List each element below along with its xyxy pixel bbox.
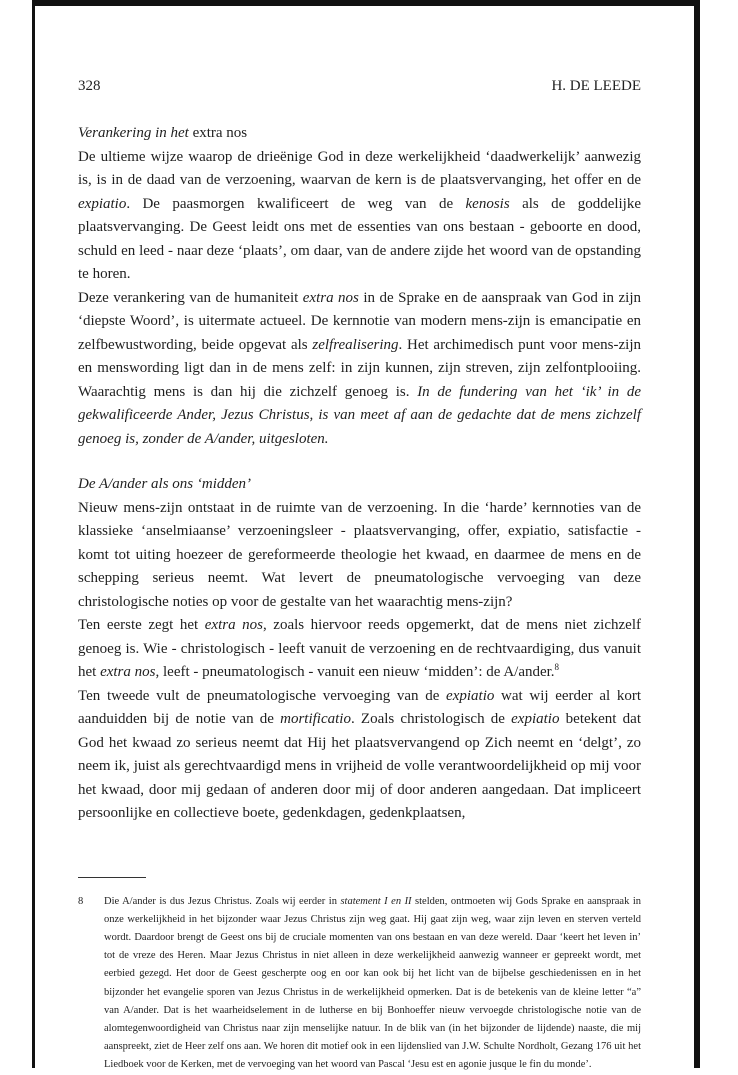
body-text xyxy=(78,122,641,826)
italic-run: In de fundering van het ‘ik’ in de gekwalificeerde Ander, Jezus Christus, is van meet af aan de gedachte dat de mens zichzelf genoeg is, zonder de A/ander, uitgesloten. xyxy=(78,383,641,447)
scan-border-right xyxy=(694,0,700,1068)
italic-run: mortificatio xyxy=(280,711,351,727)
italic-run: statement I en II xyxy=(340,895,412,907)
paragraph: Deze verankering van de humaniteit extra nos in de Sprake en de aanspraak van God in zijn ‘diepste Woord’, is uitermate actueel. De kernnotie van modern mens-zijn is emancipatie en zelfbewustwording, beide opgevat als zelfrealisering. Het archimedisch punt voor mens-zijn en menswording ligt dan in de mens zelf: in zijn kunnen, zijn streven, zijn zelfontplooiing. Waarachtig mens is dan hij die zichzelf genoeg is. In de fundering van het ‘ik’ in de gekwalificeerde Ander, Jezus Christus, is van meet af aan de gedachte dat de mens zichzelf genoeg is, zonder de A/ander, uitgesloten. xyxy=(78,289,641,447)
section-gap xyxy=(78,451,641,473)
footnote-text: Die A/ander is dus Jezus Christus. Zoals wij eerder in statement I en II stelden, ontmoeten wij Gods Sprake en aanspraak in onze werkelijkheid in het bijzonder waar Jezus Christus zijn weg gaat. Hij gaat zijn weg, waar zijn leven en sterven verteld wordt. Daardoor brengt de Geest ons bij de cruciale momenten van ons bestaan en van deze wereld. Daar ‘keert het leven in’ tot de vreze des Heren. Maar Jezus Christus in niet alleen in deze werkelijkheid aanwezig wanneer er gepreekt wordt, met eerbied gezegd. Het door de Geest gescherpte oog en oor kan ook bij het licht van de bijbelse geschiedenissen en in het bijzonder het evangelie sporen van Jezus Christus in de werkelijkheid opmerken. Dat is de betekenis van de kleine letter “a” van A/ander. Dat is het waarheidselement in de lutherse en bij Bonhoeffer nieuw vervoegde christologische notie van de alomtegenwoordigheid van Christus naar zijn menselijke natuur. In de blik van (in het bijzonder de lijdende) naaste, die mij aanspreekt, ziet de Heer zelf ons aan. We horen dit motief ook in een lijdenslied van J.W. Schulte Nordholt, Gezang 176 uit het Liedboek voor de Kerken, met de vervoeging van het woord van Pascal ‘Jesu est en agonie jusque le fin du monde’. xyxy=(104,895,641,1071)
italic-run: expiatio xyxy=(78,195,127,212)
italic-run: expiatio xyxy=(511,711,560,727)
scan-border-left xyxy=(32,0,35,1068)
book-page xyxy=(78,72,641,1075)
footnote-number: 8 xyxy=(78,895,84,907)
heading-italic-part: Verankering in het xyxy=(78,125,189,141)
italic-run: expiatio xyxy=(446,687,495,704)
italic-run: kenosis xyxy=(465,195,510,212)
paragraph: Nieuw mens-zijn ontstaat in de ruimte van de verzoening. In die ‘harde’ kernnoties van de klassieke ‘anselmiaanse’ verzoeningsleer - plaatsvervanging, offer, expiatio, satisfactie - komt tot uiting hoezeer de gereformeerde theologie het kwaad, en daarmee de mens en de schepping serieus neemt. Wat levert de pneumatologische vervoeging van deze christologische noties op voor de gestalte van het waarachtig mens-zijn? xyxy=(78,499,641,610)
footnote xyxy=(78,893,641,1075)
italic-run: extra nos xyxy=(302,289,359,306)
italic-run: zelfrealisering xyxy=(312,336,399,353)
italic-run: extra nos xyxy=(100,664,156,680)
running-head: H. DE LEEDE xyxy=(551,78,641,94)
scan-border-top xyxy=(32,0,700,6)
page-number: 328 xyxy=(78,78,101,94)
heading-roman-part: extra nos xyxy=(188,125,248,141)
page-header xyxy=(78,78,641,98)
section-heading-ander: De A/ander als ons ‘midden’ xyxy=(78,476,252,492)
paragraph: De ultieme wijze waarop de drieënige God in deze werkelijkheid ‘daadwerkelijk’ aanwezig is, is in de daad van de verzoening, waarvan de kern is de plaatsvervanging, het offer en de expiatio. De paasmorgen kwalificeert de weg van de kenosis als de goddelijke plaatsvervanging. De Geest leidt ons met de essenties van ons bestaan - geboorte en dood, schuld en leed - naar deze ‘plaats’, om daar, van de andere zijde het woord van de opstanding te horen. xyxy=(78,148,642,282)
paragraph: Ten eerste zegt het extra nos, zoals hiervoor reeds opgemerkt, dat de mens niet zichzelf genoeg is. Wie - christologisch - leeft vanuit de verzoening en de rechtvaardiging, dus vanuit het extra nos, leeft - pneumatologisch - vanuit een nieuw ‘midden’: de A/ander.$^8$ xyxy=(78,617,641,680)
section-heading-verankering xyxy=(78,122,641,146)
footnote-separator xyxy=(78,877,146,878)
footnote-reference: 8 xyxy=(554,662,560,672)
italic-run: extra nos xyxy=(204,617,263,633)
paragraph: Ten tweede vult de pneumatologische vervoeging van de expiatio wat wij eerder al kort aanduidden bij de notie van de mortificatio. Zoals christologisch de expiatio betekent dat God het kwaad zo serieus neemt dat Hij het plaatsvervangend op Zich neemt en ‘delgt’, zo neem ik, juist als gerechtvaardigd mens in vrijheid de volle verantwoordelijkheid op mij voor het kwaad, door mij gedaan of anderen door mij of door anderen aangedaan. Dat impliceert persoonlijke en collectieve boete, gedenkdagen, gedenkplaatsen, xyxy=(78,687,642,821)
